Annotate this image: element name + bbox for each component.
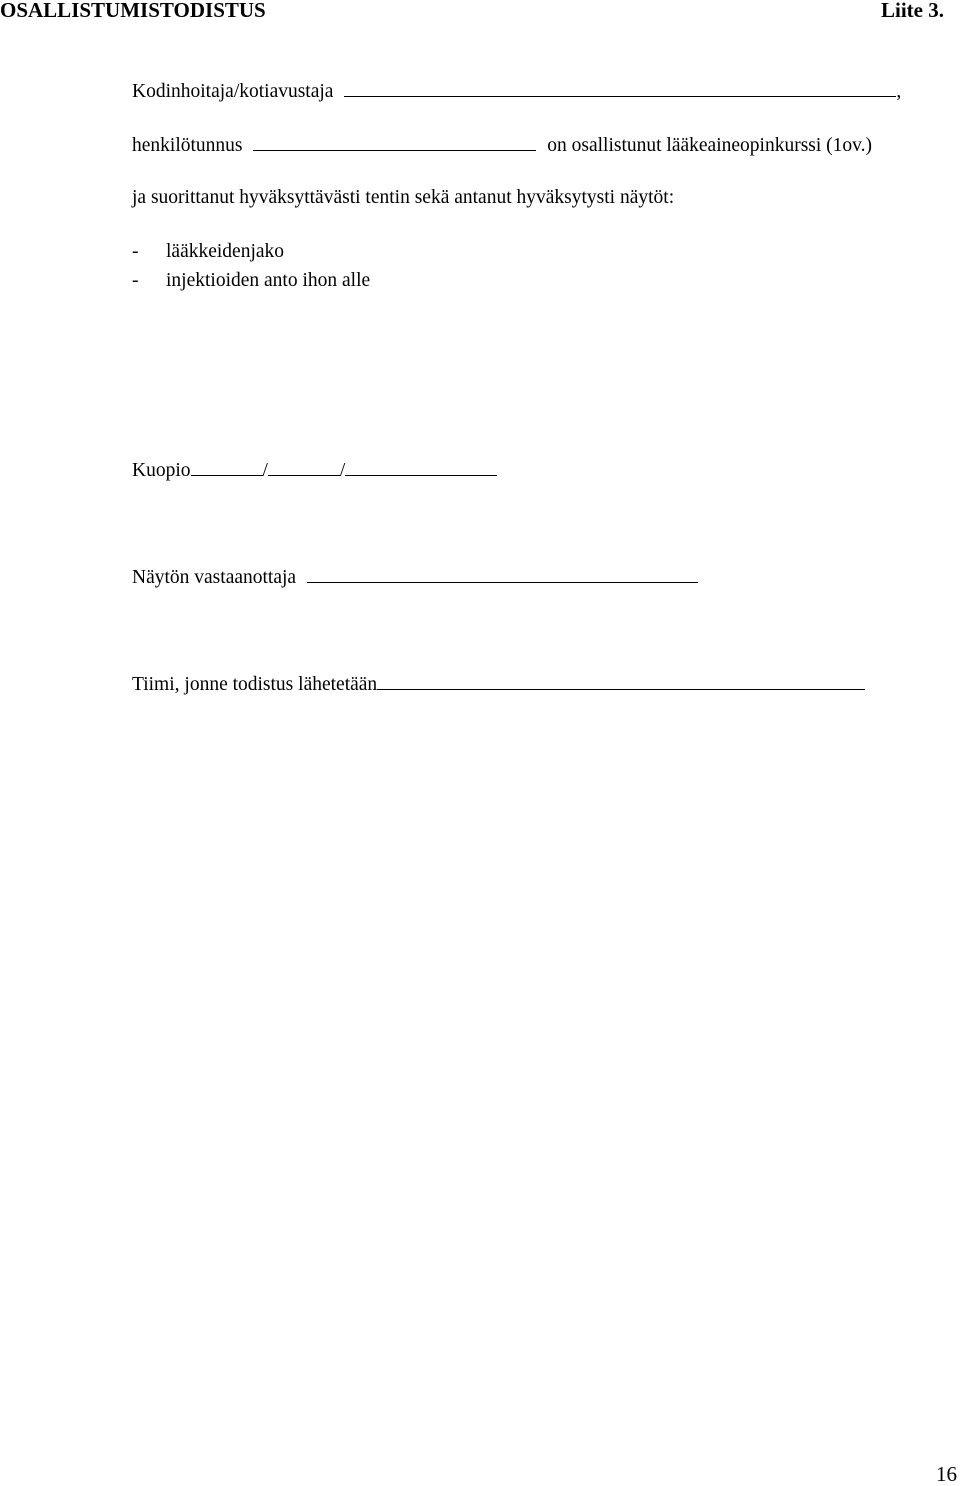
- worker-label: Kodinhoitaja/kotiavustaja: [132, 81, 334, 102]
- id-label: henkilötunnus: [132, 135, 243, 156]
- bullet-dash: -: [132, 241, 139, 262]
- bullet-dash: -: [132, 270, 139, 291]
- id-number-field[interactable]: [253, 132, 536, 151]
- team-field[interactable]: [377, 671, 865, 690]
- list-item-text: injektioiden anto ihon alle: [166, 270, 371, 291]
- worker-line-comma: ,: [896, 81, 902, 102]
- completion-line: ja suorittanut hyväksyttävästi tentin sekä antanut hyväksytysti näytöt:: [132, 187, 675, 208]
- course-text: on osallistunut lääkeaineopinkurssi (1ov.): [547, 135, 873, 156]
- date-separator: /: [262, 460, 268, 481]
- worker-line: [132, 78, 901, 104]
- id-line: [132, 132, 872, 158]
- list-item: [132, 240, 284, 264]
- appendix-label: Liite 3.: [881, 0, 944, 22]
- date-month-field[interactable]: [268, 457, 340, 476]
- list-item-text: lääkkeidenjako: [166, 241, 285, 262]
- date-separator: /: [339, 460, 346, 481]
- team-label: Tiimi, jonne todistus lähetetään: [132, 674, 378, 695]
- receiver-field[interactable]: [307, 564, 698, 583]
- document-title: OSALLISTUMISTODISTUS: [0, 0, 266, 22]
- page-number: 16: [936, 1462, 957, 1486]
- date-day-field[interactable]: [191, 457, 263, 476]
- team-line: [132, 671, 865, 697]
- receiver-label: Näytön vastaanottaja: [132, 567, 297, 588]
- receiver-line: [132, 564, 698, 590]
- place-label: Kuopio: [132, 460, 191, 481]
- date-year-field[interactable]: [345, 457, 497, 476]
- place-date-line: [132, 457, 497, 483]
- worker-name-field[interactable]: [344, 78, 896, 97]
- list-item: [132, 269, 370, 293]
